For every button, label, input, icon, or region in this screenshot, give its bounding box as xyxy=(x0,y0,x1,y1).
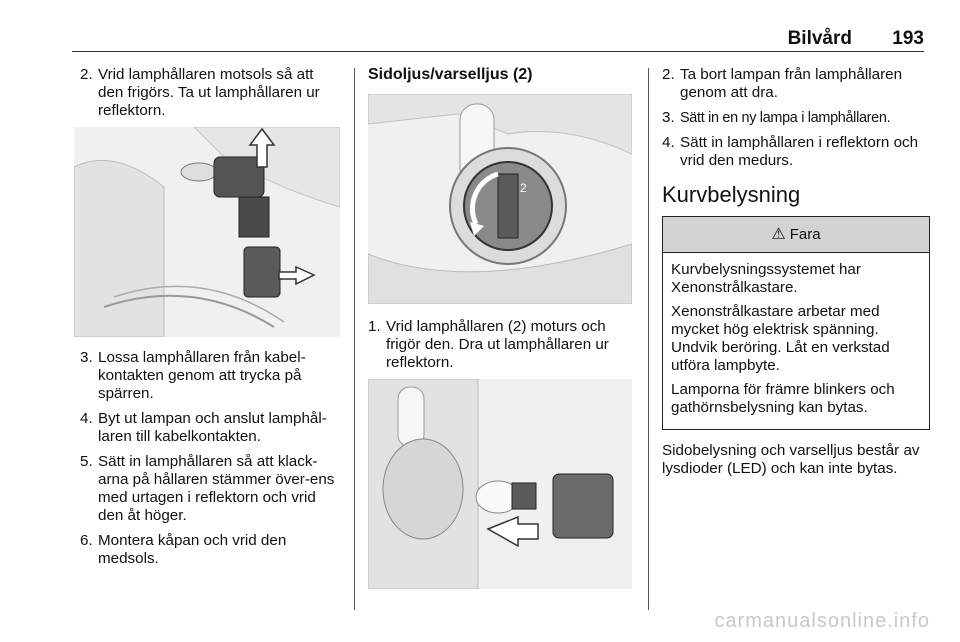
step-item: 1. Vrid lamphållaren (2) moturs och frigör den. Dra ut lamphållaren ur reflektorn. xyxy=(368,318,609,371)
warning-paragraph: Lamporna för främre blinkers och gathörnsbelysning kan bytas. xyxy=(671,381,895,416)
step-text: Vrid lamphållaren motsols så att den frigörs. Ta ut lamphållaren ur reflektorn. xyxy=(98,66,320,119)
step-text: Montera kåpan och vrid den medsols. xyxy=(98,532,287,567)
body-paragraph: Sidobelysning och varselljus består av lysdioder (LED) och kan inte bytas. xyxy=(662,442,920,477)
warning-box xyxy=(662,216,930,430)
step-text: Ta bort lampan från lamphållaren genom att dra. xyxy=(680,66,903,101)
step-text: Lossa lamphållaren från kabel-kontakten genom att trycka på spärren. xyxy=(98,349,306,402)
subsection-heading: Sidoljus/varselljus (2) xyxy=(368,66,533,83)
step-item: 3. Sätt in en ny lampa i lamphållaren. xyxy=(662,109,891,126)
page-number: 193 xyxy=(892,28,924,49)
warning-body xyxy=(663,253,929,429)
step-item: 2. Ta bort lampan från lamphållaren genom att dra. xyxy=(662,66,903,101)
warning-paragraph: Xenonstrålkastare arbetar med mycket hög elektrisk spänning. Undvik beröring. Låt en verkstad utföra lampbyte. xyxy=(671,303,890,374)
column-right xyxy=(662,66,930,478)
step-text: Sätt in lamphållaren så att klack-arna på hållaren stämmer över-ens med urtagen i reflektorn och vrid den åt höger. xyxy=(98,453,335,524)
watermark: carmanualsonline.info xyxy=(714,610,930,632)
warning-paragraph: Kurvbelysningssystemet har Xenonstrålkastare. xyxy=(671,261,861,296)
column-divider xyxy=(354,68,355,610)
step-item: 4. Sätt in lamphållaren i reflektorn och vrid den medurs. xyxy=(662,134,919,169)
page-header xyxy=(72,26,924,52)
illustration-bulb-extraction xyxy=(368,379,632,589)
step-item: 6. Montera kåpan och vrid den medsols. xyxy=(80,532,287,567)
section-title: Bilvård xyxy=(787,28,852,49)
chapter-heading: Kurvbelysning xyxy=(662,182,801,207)
warning-title: Fara xyxy=(789,225,821,243)
step-list xyxy=(80,349,342,568)
step-item: 4. Byt ut lampan och anslut lamphål-laren till kabelkontakten. xyxy=(80,410,327,445)
step-item: 5. Sätt in lamphållaren så att klack-arna på hållaren stämmer över-ens med urtagen i reflektorn och vrid den åt höger. xyxy=(80,453,335,524)
column-divider xyxy=(648,68,649,610)
step-text: Byt ut lampan och anslut lamphål-laren till kabelkontakten. xyxy=(98,410,327,445)
step-text: Vrid lamphållaren (2) moturs och frigör den. Dra ut lamphållaren ur reflektorn. xyxy=(386,318,609,371)
step-text: Sätt in lamphållaren i reflektorn och vrid den medurs. xyxy=(680,134,919,169)
step-list xyxy=(368,318,634,372)
svg-text:2: 2 xyxy=(520,181,527,195)
column-middle xyxy=(368,66,634,589)
column-left xyxy=(80,66,342,575)
illustration-bulb-holder-removal xyxy=(74,127,340,337)
illustration-side-light-holder xyxy=(368,94,632,304)
step-list xyxy=(80,66,342,120)
warning-header xyxy=(663,217,929,253)
step-item: 3. Lossa lamphållaren från kabel-kontakten genom att trycka på spärren. xyxy=(80,349,306,402)
step-item: 2. Vrid lamphållaren motsols så att den frigörs. Ta ut lamphållaren ur reflektorn. xyxy=(80,66,320,119)
step-list xyxy=(662,66,930,170)
warning-triangle-icon: ⚠ xyxy=(771,225,786,243)
step-text: Sätt in en ny lampa i lamphållaren. xyxy=(680,110,891,126)
